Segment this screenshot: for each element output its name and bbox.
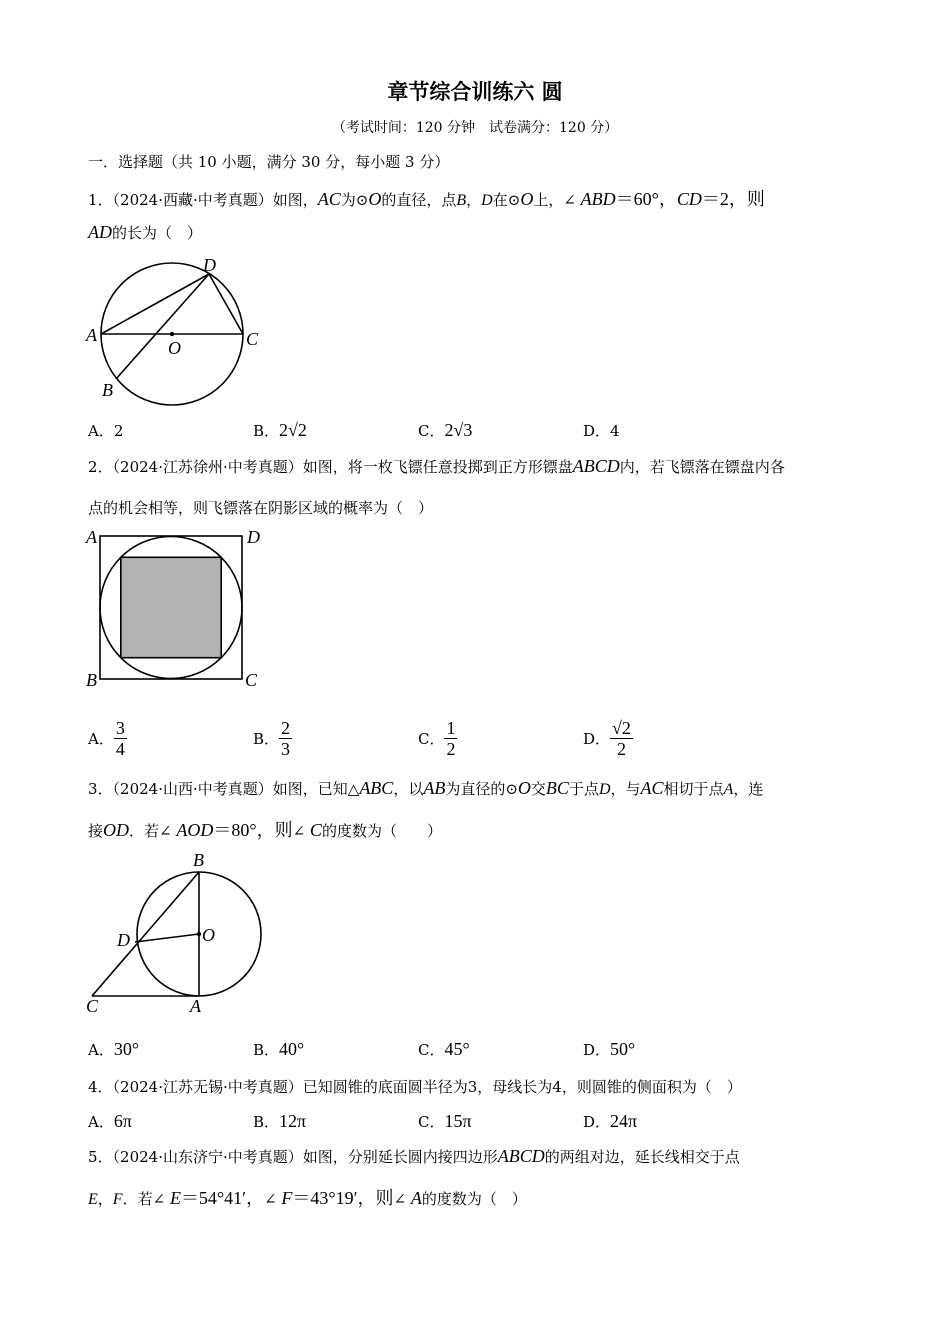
q2-label-d: D: [247, 527, 260, 547]
q1-option-d[interactable]: D．4: [583, 422, 620, 440]
q2-label-a: A: [86, 527, 97, 547]
q1-label-o: O: [168, 338, 181, 358]
q2-line1: 2．（2024·江苏徐州·中考真题）如图，将一枚飞镖任意投掷到正方形镖盘ABCD内，若飞镖落在镖盘内各: [88, 456, 785, 476]
q3-line-bc: [92, 872, 199, 996]
q3-option-d[interactable]: D．50°: [583, 1039, 636, 1059]
q1-option-c[interactable]: C．2√3: [418, 420, 473, 440]
q1-label-b: B: [102, 380, 113, 400]
q3-line1: 3．（2024·山西·中考真题）如图，已知△ABC，以AB为直径的⊙O交BC于点D，与AC相切于点A，连: [88, 778, 764, 798]
q5-line1: 5．（2024·山东济宁·中考真题）如图，分别延长圆内接四边形ABCD的两组对边，延长线相交于点: [88, 1146, 740, 1166]
page-title: 章节综合训练六 圆: [387, 80, 563, 104]
q3-option-c[interactable]: C．45°: [418, 1039, 470, 1059]
q1-figure: [80, 252, 270, 412]
q1-diameter-bd: [116, 274, 209, 379]
q4-option-c[interactable]: C．15π: [418, 1111, 472, 1131]
q1-chord-ad: [101, 274, 209, 334]
q1-option-a[interactable]: A．2: [88, 422, 124, 440]
q2-option-a[interactable]: A． $\frac{3}{4}$: [88, 718, 125, 759]
q3-label-a: A: [190, 996, 201, 1016]
q1-center-dot: [170, 332, 174, 336]
q3-label-d: D: [117, 930, 130, 950]
q2-line2: 点的机会相等，则飞镖落在阴影区域的概率为（ ）: [88, 499, 434, 517]
q3-line2: 接OD．若∠ AOD＝80°，则∠ C的度数为（ ）: [88, 820, 442, 840]
q3-figure: [80, 848, 280, 1018]
q3-label-c: C: [86, 996, 99, 1016]
q2-figure: [82, 525, 272, 695]
q4-option-b[interactable]: B．12π: [253, 1111, 307, 1131]
q2-shaded-square: [121, 557, 221, 657]
q1-chord-dc: [209, 274, 243, 334]
q2-label-b: B: [86, 670, 97, 690]
q3-option-a[interactable]: A．30°: [88, 1039, 140, 1059]
q3-option-b[interactable]: B．40°: [253, 1039, 305, 1059]
q4-option-a[interactable]: A．6π: [88, 1111, 132, 1131]
q1-label-c: C: [246, 329, 259, 349]
q2-option-b[interactable]: B． $\frac{2}{3}$: [253, 718, 291, 759]
q1-label-d: D: [203, 255, 216, 275]
q2-label-c: C: [245, 670, 258, 690]
q3-label-o: O: [202, 925, 215, 945]
q1-label-a: A: [86, 325, 97, 345]
section-heading: 一．选择题（共 10 小题，满分 30 分，每小题 3 分）: [88, 153, 450, 171]
q1-option-b[interactable]: B．2√2: [253, 420, 307, 440]
q5-line2: E，F．若∠ E＝54°41′，∠ F＝43°19′，则∠ A的度数为（ ）: [88, 1188, 527, 1208]
page-subtitle: （考试时间：120 分钟 试卷满分：120 分）: [331, 120, 619, 136]
q2-option-c[interactable]: C． $\frac{1}{2}$: [418, 718, 456, 759]
q3-center-dot: [197, 932, 201, 936]
q4-line1: 4．（2024·江苏无锡·中考真题）已知圆锥的底面圆半径为3，母线长为4，则圆锥的侧面积为（ ）: [88, 1078, 742, 1096]
q2-option-d[interactable]: D． $\frac{√2}{2}$: [583, 718, 631, 759]
q3-label-b: B: [193, 850, 204, 870]
q1-line2: AD的长为（ ）: [88, 222, 203, 242]
q1-line1: 1．（2024·西藏·中考真题）如图，AC为⊙O的直径，点B，D在⊙O上，∠ ABD＝60°，CD＝2，则: [88, 189, 765, 209]
q4-option-d[interactable]: D．24π: [583, 1111, 638, 1131]
